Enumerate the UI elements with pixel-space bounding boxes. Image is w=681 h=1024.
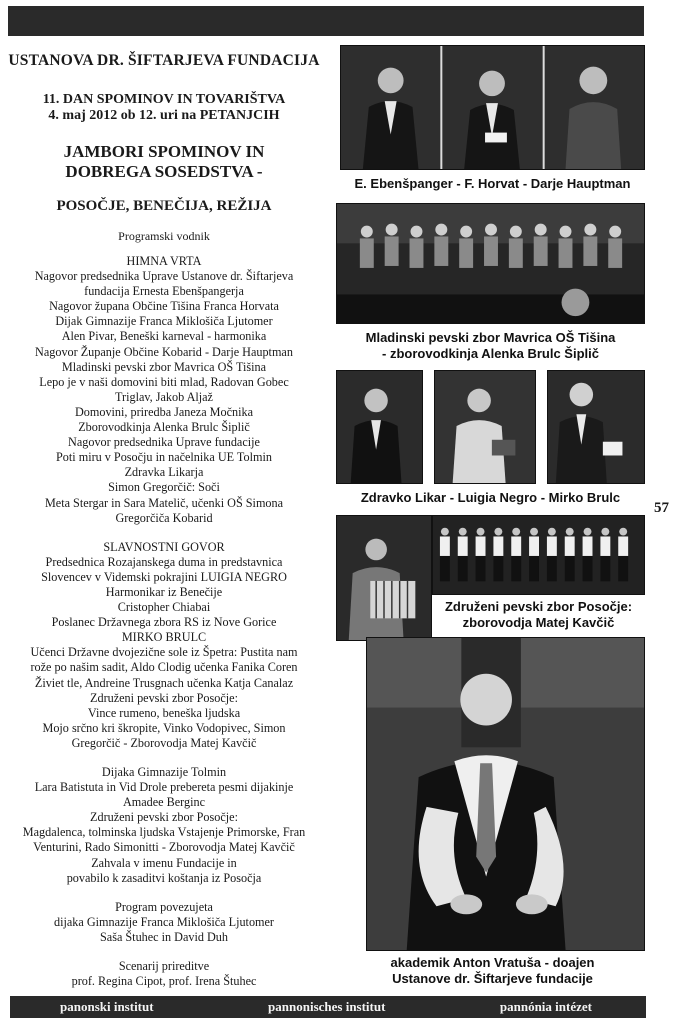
speaker-brulc-photo xyxy=(547,370,645,484)
speakers-caption: E. Ebenšpanger - F. Horvat - Darje Hauptman xyxy=(354,176,631,191)
academic-caption-line1: akademik Anton Vratuša - doajen xyxy=(390,955,595,970)
program-part-1 xyxy=(8,254,320,526)
program-line: Venturini, Rado Simonitti - Zborovodja Matej Kavčič xyxy=(33,840,295,855)
program-line: MIRKO BRULC xyxy=(121,630,207,645)
program-line: Živiet tle, Andreine Trusgnach učenka Katja Canalaz xyxy=(34,675,294,690)
combined-choir-caption-line1: Združeni pevski zbor Posočje: xyxy=(444,599,633,614)
program-line: Učenci Državne dvojezične sole iz Špetra: Pustita nam xyxy=(30,645,298,660)
program-line: Cristopher Chiabai xyxy=(117,600,211,615)
program-line: Gregorčič - Zborovodja Matej Kavčič xyxy=(71,735,257,750)
program-line: Nagovor predsednika Uprave fundacije xyxy=(68,435,260,450)
program-line: Triglav, Jakob Aljaž xyxy=(115,389,213,404)
footer-hungarian: pannónia intézet xyxy=(499,999,592,1014)
program-line: dijaka Gimnazije Franca Miklošiča Ljutomer xyxy=(54,914,274,929)
program-line: Program povezujeta xyxy=(115,899,213,914)
program-line: Saša Štuhec in David Duh xyxy=(100,929,228,944)
main-heading-line1: JAMBORI SPOMINOV IN xyxy=(63,142,265,161)
top-bar xyxy=(8,6,644,36)
program-line: Nagovor predsednika Uprave Ustanove dr. Šiftarjeva xyxy=(34,269,294,284)
program-line: Poti miru v Posočju in načelnika UE Tolmin xyxy=(56,450,272,465)
footer-german: pannonisches institut xyxy=(268,999,386,1014)
program-line: fundacija Ernesta Ebenšpangerja xyxy=(84,284,244,299)
program-line: Lepo je v naši domovini biti mlad, Radovan Gobec xyxy=(39,374,289,389)
academic-portrait-photo xyxy=(366,637,645,951)
event-title: 11. DAN SPOMINOV IN TOVARIŠTVA xyxy=(42,92,286,107)
program-line: Harmonikar iz Benečije xyxy=(105,584,223,599)
combined-choir-photo xyxy=(432,515,645,595)
program-line: rože po našim sadit, Aldo Clodig učenka Fanika Coren xyxy=(30,660,298,675)
page-number: 57 xyxy=(654,500,669,516)
program-line: Simon Gregorčič: Soči xyxy=(108,480,220,495)
program-guide-label: Programski vodnik xyxy=(118,229,210,243)
program-line: Mojo srčno kri škropite, Vinko Vodopivec, Simon xyxy=(42,720,286,735)
combined-choir-caption-line2: zborovodja Matej Kavčič xyxy=(462,615,615,630)
program-line: HIMNA VRTA xyxy=(126,254,202,268)
youth-choir-caption-line1: Mladinski pevski zbor Mavrica OŠ Tišina xyxy=(365,330,616,345)
program-line: Predsednica Rozajanskega duma in predstavnica xyxy=(45,554,283,569)
program-line: Nagovor Županje Občine Kobarid - Darje Hauptman xyxy=(35,344,293,359)
program-line: Domovini, priredba Janeza Močnika xyxy=(74,404,254,419)
event-date: 4. maj 2012 ob 12. uri na PETANJCIH xyxy=(48,108,280,123)
footer-bar xyxy=(10,996,646,1018)
organization-title: USTANOVA DR. ŠIFTARJEVA FUNDACIJA xyxy=(8,52,320,69)
program-line: Alen Pivar, Beneški karneval - harmonika xyxy=(61,329,267,344)
program-line: Združeni pevski zbor Posočje: xyxy=(90,690,238,705)
program-line: Dijaka Gimnazije Tolmin xyxy=(101,765,227,779)
program-line: prof. Regina Cipot, prof. Irena Štuhec xyxy=(71,974,257,989)
youth-choir-caption-line2: - zborovodkinja Alenka Brulc Šiplič xyxy=(382,346,599,361)
program-line: povabilo k zasaditvi koštanja iz Posočja xyxy=(66,870,262,885)
program-line: Scenarij prireditve xyxy=(118,959,210,974)
program-line: Mladinski pevski zbor Mavrica OŠ Tišina xyxy=(61,359,267,374)
academic-caption-line2: Ustanove dr. Šiftarjeve fundacije xyxy=(392,971,593,986)
footer-slovene: panonski institut xyxy=(60,999,154,1014)
program-line: Meta Stergar in Sara Matelič, učenki OŠ Simona xyxy=(44,495,284,510)
program-line: Gregorčiča Kobarid xyxy=(115,510,213,525)
program-line: Lara Batistuta in Vid Drole prebereta pesmi dijakinje xyxy=(34,780,294,795)
program-line: Poslanec Državnega zbora RS iz Nove Gorice xyxy=(51,615,277,630)
program-part-2 xyxy=(8,540,320,751)
accordion-player-photo xyxy=(336,515,432,641)
program-line: Zborovodkinja Alenka Brulc Šiplič xyxy=(78,420,250,435)
youth-choir-photo xyxy=(336,203,645,324)
speaker-likar-photo xyxy=(336,370,423,484)
program-part-3 xyxy=(8,765,320,886)
speakers-photo xyxy=(340,45,645,170)
main-heading-line2: DOBREGA SOSEDSTVA - xyxy=(65,162,263,181)
program-line: Amadee Berginc xyxy=(122,795,205,810)
program-line: Vince rumeno, beneška ljudska xyxy=(87,705,241,720)
program-part-4 xyxy=(8,900,320,945)
speaker-negro-photo xyxy=(434,370,536,484)
program-part-5 xyxy=(8,959,320,989)
program-line: Dijak Gimnazije Franca Miklošiča Ljutomer xyxy=(55,314,273,329)
program-line: SLAVNOSTNI GOVOR xyxy=(103,539,225,554)
program-line: Združeni pevski zbor Posočje: xyxy=(90,810,238,825)
subtitle: POSOČJE, BENEČIJA, REŽIJA xyxy=(56,198,272,214)
program-column xyxy=(8,52,320,989)
program-line: Magdalenca, tolminska ljudska Vstajenje Primorske, Fran xyxy=(22,825,306,840)
program-line: Nagovor župana Občine Tišina Franca Horvata xyxy=(49,299,279,314)
program-line: Zahvala v imenu Fundacije in xyxy=(91,855,237,870)
program-line: Slovencev v Videmski pokrajini LUIGIA NEGRO xyxy=(41,569,287,584)
program-line: Zdravka Likarja xyxy=(124,465,204,480)
speakers-row2-caption: Zdravko Likar - Luigia Negro - Mirko Brulc xyxy=(360,490,621,505)
